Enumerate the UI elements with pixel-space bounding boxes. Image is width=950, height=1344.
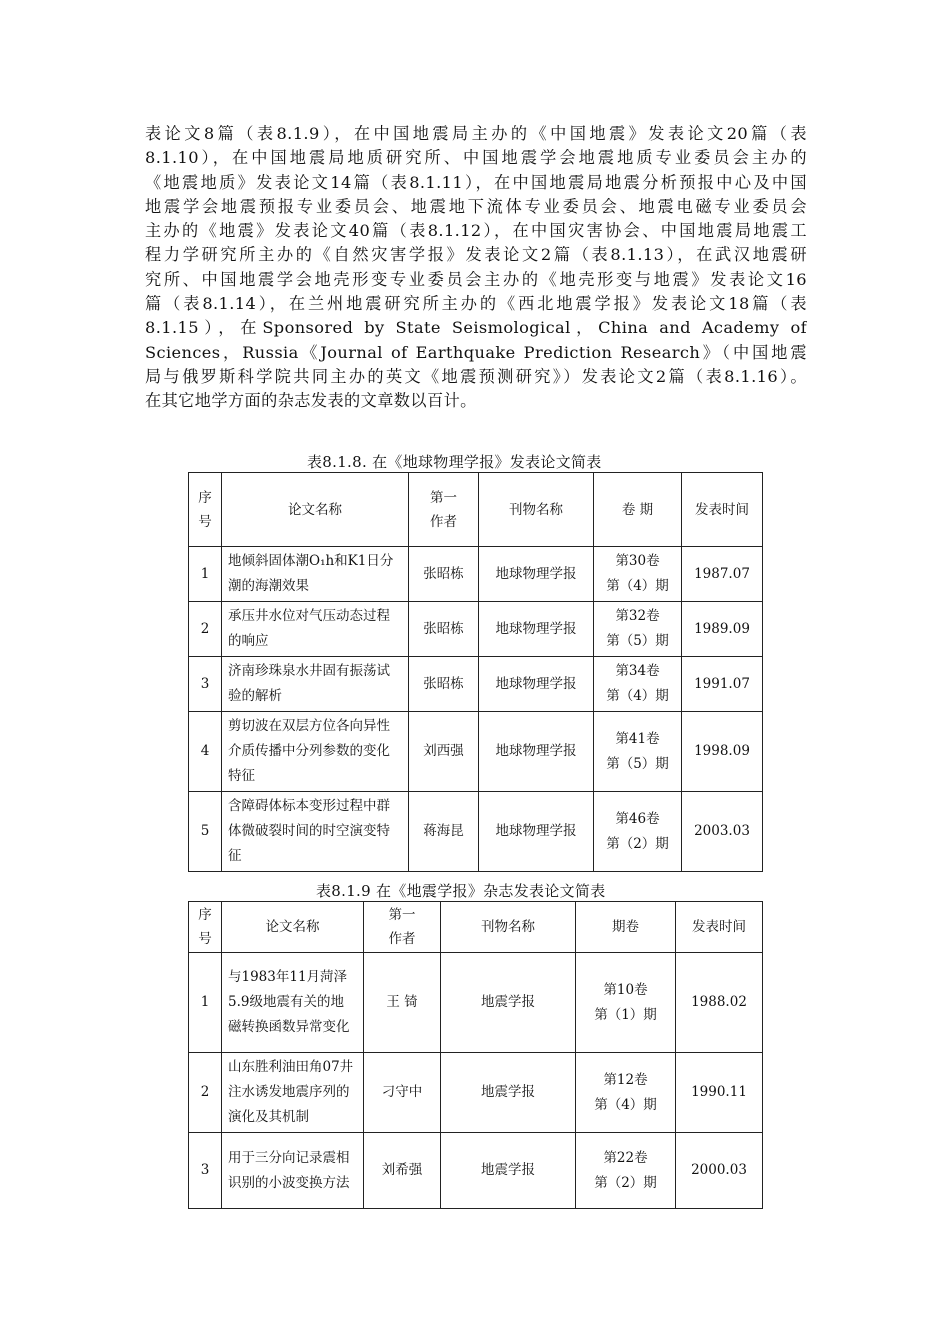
- cell-issue: 第30卷 第（4）期: [594, 547, 682, 602]
- header-journal: 刊物名称: [441, 902, 576, 953]
- header-title: 论文名称: [222, 473, 409, 547]
- cell-title: 含障碍体标本变形过程中群体微破裂时间的时空演变特征: [222, 792, 409, 872]
- paragraph-line: 8.1.10），在中国地震局地质研究所、中国地震学会地震地质专业委员会主办的: [145, 148, 807, 168]
- paragraph-line: 篇（表8.1.14），在兰州地震研究所主办的《西北地震学报》发表论文18篇（表: [145, 294, 807, 314]
- cell-title: 与1983年11月菏泽5.9级地震有关的地磁转换函数异常变化: [222, 953, 364, 1053]
- cell-seq: 3: [189, 657, 222, 712]
- cell-author: 张昭栋: [409, 602, 479, 657]
- cell-seq: 2: [189, 602, 222, 657]
- table-row: [189, 602, 763, 657]
- paragraph-line: Sciences，Russia《Journal of Earthquake Prediction Research》（中国地震: [145, 342, 807, 362]
- table-row: [189, 1053, 763, 1133]
- cell-issue: 第41卷 第（5）期: [594, 712, 682, 792]
- header-issue: 卷 期: [594, 473, 682, 547]
- cell-author: 张昭栋: [409, 657, 479, 712]
- cell-date: 1998.09: [682, 712, 763, 792]
- table-row: [189, 712, 763, 792]
- table1: [188, 472, 763, 872]
- header-issue: 期卷: [576, 902, 676, 953]
- paragraph-line: 《地震地质》发表论文14篇（表8.1.11），在中国地震局地震分析预报中心及中国: [145, 172, 807, 192]
- cell-date: 2000.03: [676, 1133, 763, 1209]
- cell-journal: 地震学报: [441, 953, 576, 1053]
- paragraph-line: 在其它地学方面的杂志发表的文章数以百计。: [145, 391, 477, 411]
- table-row: [189, 547, 763, 602]
- header-seq: 序号: [189, 473, 222, 547]
- cell-journal: 地震学报: [441, 1053, 576, 1133]
- header-date: 发表时间: [682, 473, 763, 547]
- table2: [188, 901, 763, 1209]
- cell-seq: 1: [189, 953, 222, 1053]
- cell-title: 承压井水位对气压动态过程的响应: [222, 602, 409, 657]
- table1-caption: 表8.1.8. 在《地球物理学报》发表论文简表: [307, 453, 602, 471]
- table-row: [189, 792, 763, 872]
- cell-issue: 第46卷 第（2）期: [594, 792, 682, 872]
- cell-journal: 地球物理学报: [479, 792, 594, 872]
- cell-date: 1988.02: [676, 953, 763, 1053]
- cell-date: 2003.03: [682, 792, 763, 872]
- table2-caption: 表8.1.9 在《地震学报》杂志发表论文简表: [316, 882, 606, 900]
- paragraph-line: 局与俄罗斯科学院共同主办的英文《地震预测研究》）发表论文2篇（表8.1.16）。: [145, 366, 807, 386]
- cell-issue: 第34卷 第（4）期: [594, 657, 682, 712]
- paragraph-line: 地震学会地震预报专业委员会、地震地下流体专业委员会、地震电磁专业委员会: [145, 196, 807, 216]
- body-paragraph: [145, 122, 807, 414]
- header-date: 发表时间: [676, 902, 763, 953]
- cell-author: 蒋海昆: [409, 792, 479, 872]
- cell-date: 1989.09: [682, 602, 763, 657]
- header-author: 第一 作者: [364, 902, 441, 953]
- cell-journal: 地球物理学报: [479, 712, 594, 792]
- cell-journal: 地球物理学报: [479, 547, 594, 602]
- cell-date: 1991.07: [682, 657, 763, 712]
- table-row: [189, 1133, 763, 1209]
- cell-title: 山东胜利油田角07井注水诱发地震序列的演化及其机制: [222, 1053, 364, 1133]
- cell-date: 1990.11: [676, 1053, 763, 1133]
- cell-issue: 第32卷 第（5）期: [594, 602, 682, 657]
- cell-issue: 第22卷 第（2）期: [576, 1133, 676, 1209]
- cell-seq: 4: [189, 712, 222, 792]
- table-row: [189, 953, 763, 1053]
- header-title: 论文名称: [222, 902, 364, 953]
- cell-author: 张昭栋: [409, 547, 479, 602]
- cell-journal: 地震学报: [441, 1133, 576, 1209]
- cell-seq: 1: [189, 547, 222, 602]
- cell-title: 济南珍珠泉水井固有振荡试验的解析: [222, 657, 409, 712]
- cell-author: 刘希强: [364, 1133, 441, 1209]
- cell-author: 刘西强: [409, 712, 479, 792]
- cell-issue: 第10卷 第（1）期: [576, 953, 676, 1053]
- paragraph-line: 究所、中国地震学会地壳形变专业委员会主办的《地壳形变与地震》发表论文16: [145, 269, 807, 289]
- table1-header-row: [189, 473, 763, 547]
- table2-header-row: [189, 902, 763, 953]
- cell-author: 王 锜: [364, 953, 441, 1053]
- paragraph-line: 表论文8篇（表8.1.9），在中国地震局主办的《中国地震》发表论文20篇（表: [145, 124, 807, 143]
- cell-title: 地倾斜固体潮O₁h和K1日分潮的海潮效果: [222, 547, 409, 602]
- cell-journal: 地球物理学报: [479, 602, 594, 657]
- cell-seq: 5: [189, 792, 222, 872]
- paragraph-line: 主办的《地震》发表论文40篇（表8.1.12），在中国灾害协会、中国地震局地震工: [145, 221, 807, 241]
- cell-seq: 3: [189, 1133, 222, 1209]
- header-author: 第一 作者: [409, 473, 479, 547]
- table-row: [189, 657, 763, 712]
- paragraph-line: 程力学研究所主办的《自然灾害学报》发表论文2篇（表8.1.13），在武汉地震研: [145, 245, 807, 265]
- cell-title: 用于三分向记录震相识别的小波变换方法: [222, 1133, 364, 1209]
- cell-seq: 2: [189, 1053, 222, 1133]
- cell-issue: 第12卷 第（4）期: [576, 1053, 676, 1133]
- header-seq: 序号: [189, 902, 222, 953]
- header-journal: 刊物名称: [479, 473, 594, 547]
- cell-title: 剪切波在双层方位各向异性介质传播中分列参数的变化特征: [222, 712, 409, 792]
- cell-date: 1987.07: [682, 547, 763, 602]
- cell-author: 刁守中: [364, 1053, 441, 1133]
- paragraph-line: 8.1.15），在Sponsored by State Seismological，China and Academy of: [145, 318, 807, 338]
- cell-journal: 地球物理学报: [479, 657, 594, 712]
